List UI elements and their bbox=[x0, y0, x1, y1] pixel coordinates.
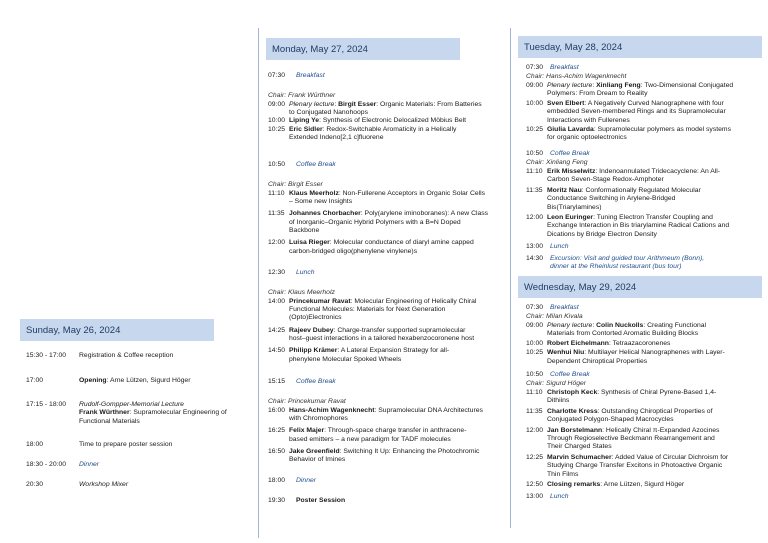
speaker: Eric Sidler bbox=[289, 125, 323, 133]
time: 12:00 bbox=[526, 213, 544, 221]
session-chair: Chair: Klaus Meerholz bbox=[268, 289, 335, 296]
speaker: Erik Misselwitz bbox=[547, 168, 596, 175]
entry-text: Time to prepare poster session bbox=[79, 441, 173, 448]
day-header-sunday bbox=[20, 319, 214, 341]
talk-title: Bis(Triarylamines) bbox=[547, 203, 602, 211]
talk-title: Dithiins bbox=[547, 397, 570, 405]
speaker: Closing remarks bbox=[547, 480, 601, 488]
talk-row bbox=[526, 214, 766, 239]
talk-row bbox=[268, 210, 508, 235]
talk-row bbox=[268, 239, 508, 256]
time: 17:15 - 18:00 bbox=[26, 401, 67, 408]
session-chair: Chair: Hans-Achim Wagenknecht bbox=[526, 73, 627, 80]
talk-title: Conductance Switching in Arylene-Bridged bbox=[547, 195, 676, 203]
talk-title: : Tuning Electron Transfer Coupling and bbox=[593, 213, 713, 221]
talk-row bbox=[268, 347, 508, 364]
session-talks bbox=[268, 190, 508, 257]
time: 12:30 bbox=[268, 269, 286, 276]
session-talks bbox=[526, 389, 766, 489]
talk-title: : A Lateral Expansion Strategy for all- bbox=[337, 347, 450, 355]
entry-text: Coffee Break bbox=[550, 371, 590, 378]
entry-text: Excursion: Visit and guided tour Arithmeum (Bonn), bbox=[550, 255, 705, 262]
time: 15:30 - 17:00 bbox=[26, 352, 67, 359]
entry-text: Lunch bbox=[550, 243, 569, 250]
talk-title: : Molecular conductance of diaryl amine capped bbox=[329, 239, 474, 247]
time: 14:50 bbox=[268, 347, 286, 355]
talk-row bbox=[268, 190, 508, 207]
talk-row bbox=[526, 481, 766, 489]
talk-title: of Inorganic–Organic Hybrid Polymers with a B=N Doped bbox=[289, 218, 461, 226]
lecture-type: Plenary lecture bbox=[547, 82, 593, 89]
speaker: Hans-Achim Wagenknecht bbox=[289, 406, 375, 414]
time: 10:25 bbox=[268, 125, 286, 133]
time: 07:30 bbox=[526, 64, 544, 71]
speaker: Christoph Keck bbox=[547, 389, 598, 396]
talk-title: : Tetraazacoronenes bbox=[608, 339, 671, 347]
talk-title: Carbon Seven-Stage Redox-Amphoter bbox=[547, 176, 664, 184]
talk-title: Exchange Interaction in Bis triarylamine Radical Cations and bbox=[547, 222, 730, 230]
session-talks bbox=[268, 298, 508, 365]
time: 09:00 bbox=[268, 100, 286, 108]
day-title: Tuesday, May 28, 2024 bbox=[524, 41, 623, 53]
talk-row bbox=[526, 100, 766, 125]
day-header-monday bbox=[266, 38, 460, 60]
talk-title: carbon-bridged oligo(phenylene vinylene)s bbox=[289, 247, 418, 255]
talk-title: to Conjugated Nanohoops bbox=[289, 108, 368, 116]
talk-title: : Arne Lützen, Sigurd Höger bbox=[600, 480, 685, 488]
entry-text: Lunch bbox=[296, 269, 315, 276]
entry-text: Registration & Coffee reception bbox=[79, 352, 174, 359]
session-talks bbox=[526, 82, 766, 143]
talk-title: : Organic Materials: From Batteries bbox=[376, 100, 482, 108]
entry-text: Poster Session bbox=[296, 497, 346, 504]
talk-title: : Supramolecular DNA Architectures bbox=[374, 406, 483, 414]
talk-title: : Through-space charge transfer in anthracene- bbox=[324, 427, 467, 435]
talk-title: : Synthesis of Electronic Delocalized Möbius Belt bbox=[319, 117, 467, 125]
day-title: Wednesday, May 29, 2024 bbox=[524, 281, 637, 293]
talk-title: : Supramolecular Engineering of bbox=[129, 409, 227, 417]
speaker: Frank Würthner bbox=[79, 409, 130, 417]
time: 15:15 bbox=[268, 378, 286, 385]
talk-title: Extended Indeno[2,1 c]fluorene bbox=[289, 134, 384, 142]
session-chair: Chair: Princekumar Ravat bbox=[268, 398, 346, 405]
talk-title: : Conformationally Regulated Molecular bbox=[581, 186, 701, 194]
talk-row bbox=[526, 187, 766, 212]
speaker: Rajeev Dubey bbox=[289, 326, 334, 334]
entry-text: Coffee Break bbox=[296, 161, 336, 168]
talk-row bbox=[526, 168, 766, 185]
talk-row bbox=[526, 126, 766, 143]
session-talks bbox=[268, 101, 508, 143]
time: 20:30 bbox=[26, 481, 44, 488]
speaker: Liping Ye bbox=[289, 117, 320, 125]
time: 11:35 bbox=[526, 186, 543, 194]
talk-row bbox=[268, 327, 508, 344]
talk-title: Their Charged States bbox=[547, 443, 612, 451]
time: 18:30 - 20:00 bbox=[26, 461, 67, 468]
talk-title: : Charge-transfer supported supramolecular bbox=[333, 326, 466, 334]
day-header-wednesday bbox=[518, 276, 762, 298]
time: 12:50 bbox=[526, 480, 544, 488]
lecture-type: Plenary lecture bbox=[547, 322, 593, 329]
speaker: Luisa Rieger bbox=[289, 239, 330, 247]
speaker: Giulia Lavarda bbox=[547, 125, 594, 133]
talk-title: host–guest interactions in a tailored hexabenzocoronene host bbox=[289, 335, 475, 343]
talk-title: Materials from Contorted Aromatic Building Blocks bbox=[547, 330, 699, 338]
session-chair: Chair: Sigurd Höger bbox=[526, 380, 587, 387]
entry-text: : Arne Lützen, Sigurd Höger bbox=[106, 377, 191, 384]
talk-row bbox=[526, 408, 766, 425]
talk-row bbox=[268, 298, 508, 323]
lecture-type: Plenary lecture bbox=[289, 100, 335, 108]
time: 11:35 bbox=[526, 407, 543, 415]
time: 18:00 bbox=[268, 477, 286, 484]
talk-title: Functional Molecules: Materials for Next Generation bbox=[289, 305, 446, 313]
entry-label: Opening bbox=[79, 377, 107, 384]
talk-title: – Some new Insights bbox=[289, 197, 353, 205]
talk-title: : Redox-Switchable Aromaticity in a Helically bbox=[322, 125, 457, 133]
talk-row: 09:00 Plenary lecture: Birgit Esser: Organic Materials: From Batteries to Conjugated Nanohoops bbox=[268, 100, 482, 116]
column-divider bbox=[510, 28, 511, 528]
time: 19:30 bbox=[268, 497, 286, 504]
speaker: Jan Borstelmann bbox=[547, 426, 603, 434]
entry-text: Breakfast bbox=[550, 304, 579, 311]
time: 17:00 bbox=[26, 377, 44, 384]
talk-title: based emitters – a new paradigm for TADF molecules bbox=[289, 435, 451, 443]
talk-title: Conjugated Polygon-Shaped Macrocycles bbox=[547, 416, 674, 424]
time: 07:30 bbox=[268, 72, 286, 79]
talk-title: phenylene Molecular Spoked Wheels bbox=[289, 355, 402, 363]
time: 10:25 bbox=[526, 125, 544, 133]
speaker: Johannes Chorbacher bbox=[289, 210, 361, 218]
time: 12:25 bbox=[526, 453, 544, 461]
talk-title: Functional Materials bbox=[79, 417, 140, 425]
speaker: Jake Greenfield bbox=[289, 448, 340, 456]
entry-text: Workshop Mixer bbox=[79, 481, 129, 488]
talk-title: embedded Seven-membered Rings and its Supramolecular bbox=[547, 108, 726, 116]
time: 16:00 bbox=[268, 406, 286, 414]
day-title: Sunday, May 26, 2024 bbox=[26, 324, 121, 336]
session-chair: Chair: Milan Kivala bbox=[526, 313, 583, 320]
talk-title: : Multilayer Helical Nanographenes with Layer- bbox=[584, 349, 725, 357]
session-talks bbox=[526, 322, 766, 366]
speaker: Marvin Schumacher bbox=[547, 453, 612, 461]
talk-title: : Molecular Engineering of Helically Chiral bbox=[350, 297, 477, 305]
talk-title: (Opto)Electronics bbox=[289, 314, 342, 322]
talk-row bbox=[268, 117, 508, 125]
day-title: Monday, May 27, 2024 bbox=[272, 43, 368, 55]
talk-row bbox=[526, 340, 766, 348]
time: 11:10 bbox=[526, 168, 543, 175]
speaker: Princekumar Ravat bbox=[289, 297, 351, 305]
talk-title: with Chromophores bbox=[289, 414, 348, 422]
time: 16:50 bbox=[268, 448, 286, 456]
time: 16:25 bbox=[268, 427, 286, 435]
speaker: Felix Majer bbox=[289, 427, 325, 435]
time: 11:10 bbox=[526, 389, 543, 396]
speaker: Leon Euringer bbox=[547, 213, 594, 221]
entry-text: Breakfast bbox=[296, 72, 325, 79]
time: 07:30 bbox=[526, 304, 544, 311]
speaker: Charlotte Kress bbox=[547, 407, 598, 415]
time: 11:10 bbox=[268, 189, 285, 197]
entry-text: Coffee Break bbox=[296, 378, 336, 385]
talk-title: : Helically Chiral π-Expanded Azocines bbox=[602, 426, 720, 434]
talk-title: : A Negatively Curved Nanographene with four bbox=[584, 99, 724, 107]
entry-text: Dinner bbox=[296, 477, 317, 484]
talk-title: Interactions with Fullerenes bbox=[547, 116, 630, 124]
talk-title: for organic optoelectronics bbox=[547, 134, 627, 142]
talk-row bbox=[268, 407, 508, 424]
talk-row: 09:00 Plenary lecture: Colin Nuckolls: Creating Functional Materials from Contorted Aromatic Building Blocks bbox=[526, 322, 707, 338]
talk-title: : Creating Functional bbox=[643, 322, 707, 329]
speaker: Birgit Esser bbox=[338, 100, 377, 108]
time: 10:25 bbox=[526, 349, 544, 357]
talk-title: Backbone bbox=[289, 227, 320, 235]
talk-title: Dications by Bridge Electron Density bbox=[547, 230, 657, 238]
talk-title: Polymers: From Dream to Reality bbox=[547, 90, 648, 98]
time: 14:00 bbox=[268, 297, 286, 305]
session-talks bbox=[526, 168, 766, 239]
talk-row bbox=[268, 427, 508, 444]
talk-title: : Indenoannulated Tridecacyclene: An All- bbox=[595, 168, 721, 175]
session-chair: Chair: Frank Würthner bbox=[268, 92, 336, 99]
talk-title: : Supramolecular polymers as model systems bbox=[593, 125, 731, 133]
talk-title: Studying Charge Transfer Excitons in Photoactive Organic bbox=[547, 462, 723, 470]
day-header-tuesday bbox=[518, 36, 762, 58]
talk-row bbox=[526, 427, 766, 452]
time: 13:00 bbox=[526, 243, 544, 250]
talk-title: : Added Value of Circular Dichroism for bbox=[611, 453, 729, 461]
talk-title: Thin Films bbox=[547, 470, 579, 478]
talk-row: 09:00 Plenary lecture: Xinliang Feng: Two-Dimensional Conjugated Polymers: From Dream to Reality bbox=[526, 82, 734, 98]
time: 10:50 bbox=[526, 371, 544, 378]
talk-row bbox=[268, 126, 508, 143]
time: 18:00 bbox=[26, 441, 44, 448]
time: 10:50 bbox=[526, 150, 544, 157]
speaker: Wenhui Niu bbox=[547, 349, 585, 357]
talk-title: Behavior of Imines bbox=[289, 456, 346, 464]
talk-title: Through Regioselective Beckmann Rearrangement and bbox=[547, 434, 715, 442]
talk-row bbox=[268, 448, 508, 465]
entry-text: Breakfast bbox=[550, 64, 579, 71]
time: 10:00 bbox=[526, 99, 544, 107]
session-chair: Chair: Xinliang Feng bbox=[526, 159, 588, 166]
time: 13:00 bbox=[526, 493, 544, 500]
speaker: Klaus Meerholz bbox=[289, 189, 339, 197]
talk-row bbox=[526, 389, 766, 406]
talk-title: : Synthesis of Chiral Pyrene-Based 1,4- bbox=[597, 389, 717, 396]
speaker: Robert Eichelmann bbox=[547, 339, 609, 347]
time: 10:00 bbox=[526, 339, 544, 347]
entry-text: Coffee Break bbox=[550, 150, 590, 157]
time: 10:50 bbox=[268, 161, 286, 168]
time: 09:00 bbox=[526, 322, 544, 329]
time: 12:00 bbox=[526, 426, 544, 434]
speaker: Colin Nuckolls bbox=[596, 322, 644, 329]
session-talks bbox=[268, 407, 508, 465]
speaker: Xinliang Feng bbox=[596, 82, 641, 89]
lecture-name: Rudolf-Gompper-Memorial Lecture bbox=[79, 401, 184, 408]
speaker: Sven Elbert bbox=[547, 99, 585, 107]
time: 11:35 bbox=[268, 210, 285, 218]
session-chair: Chair: Birgit Esser bbox=[268, 181, 323, 188]
talk-title: : Switching It Up: Enhancing the Photochromic bbox=[339, 448, 480, 456]
column-divider bbox=[258, 28, 259, 538]
time: 14:25 bbox=[268, 326, 286, 334]
talk-row bbox=[526, 349, 766, 366]
time: 09:00 bbox=[526, 82, 544, 89]
speaker: Philipp Krämer bbox=[289, 347, 338, 355]
entry-text: Lunch bbox=[550, 493, 569, 500]
entry-text: Dinner bbox=[79, 461, 100, 468]
time: 14:30 bbox=[526, 255, 544, 262]
time: 10:00 bbox=[268, 117, 286, 125]
talk-title: : Non-Fullerene Acceptors in Organic Solar Cells bbox=[338, 189, 486, 197]
entry-text: dinner at the Rheinlust restaurant (bus tour) bbox=[550, 263, 682, 271]
talk-row bbox=[526, 454, 766, 479]
talk-title: : Outstanding Chiroptical Properties of bbox=[597, 407, 713, 415]
talk-title: : Poly(arylene iminoboranes): A new Class bbox=[360, 210, 489, 218]
speaker: Moritz Nau bbox=[547, 186, 582, 194]
talk-title: : Two-Dimensional Conjugated bbox=[640, 82, 734, 89]
time: 12:00 bbox=[268, 239, 286, 247]
talk-title: Dependent Chiroptical Properties bbox=[547, 357, 648, 365]
